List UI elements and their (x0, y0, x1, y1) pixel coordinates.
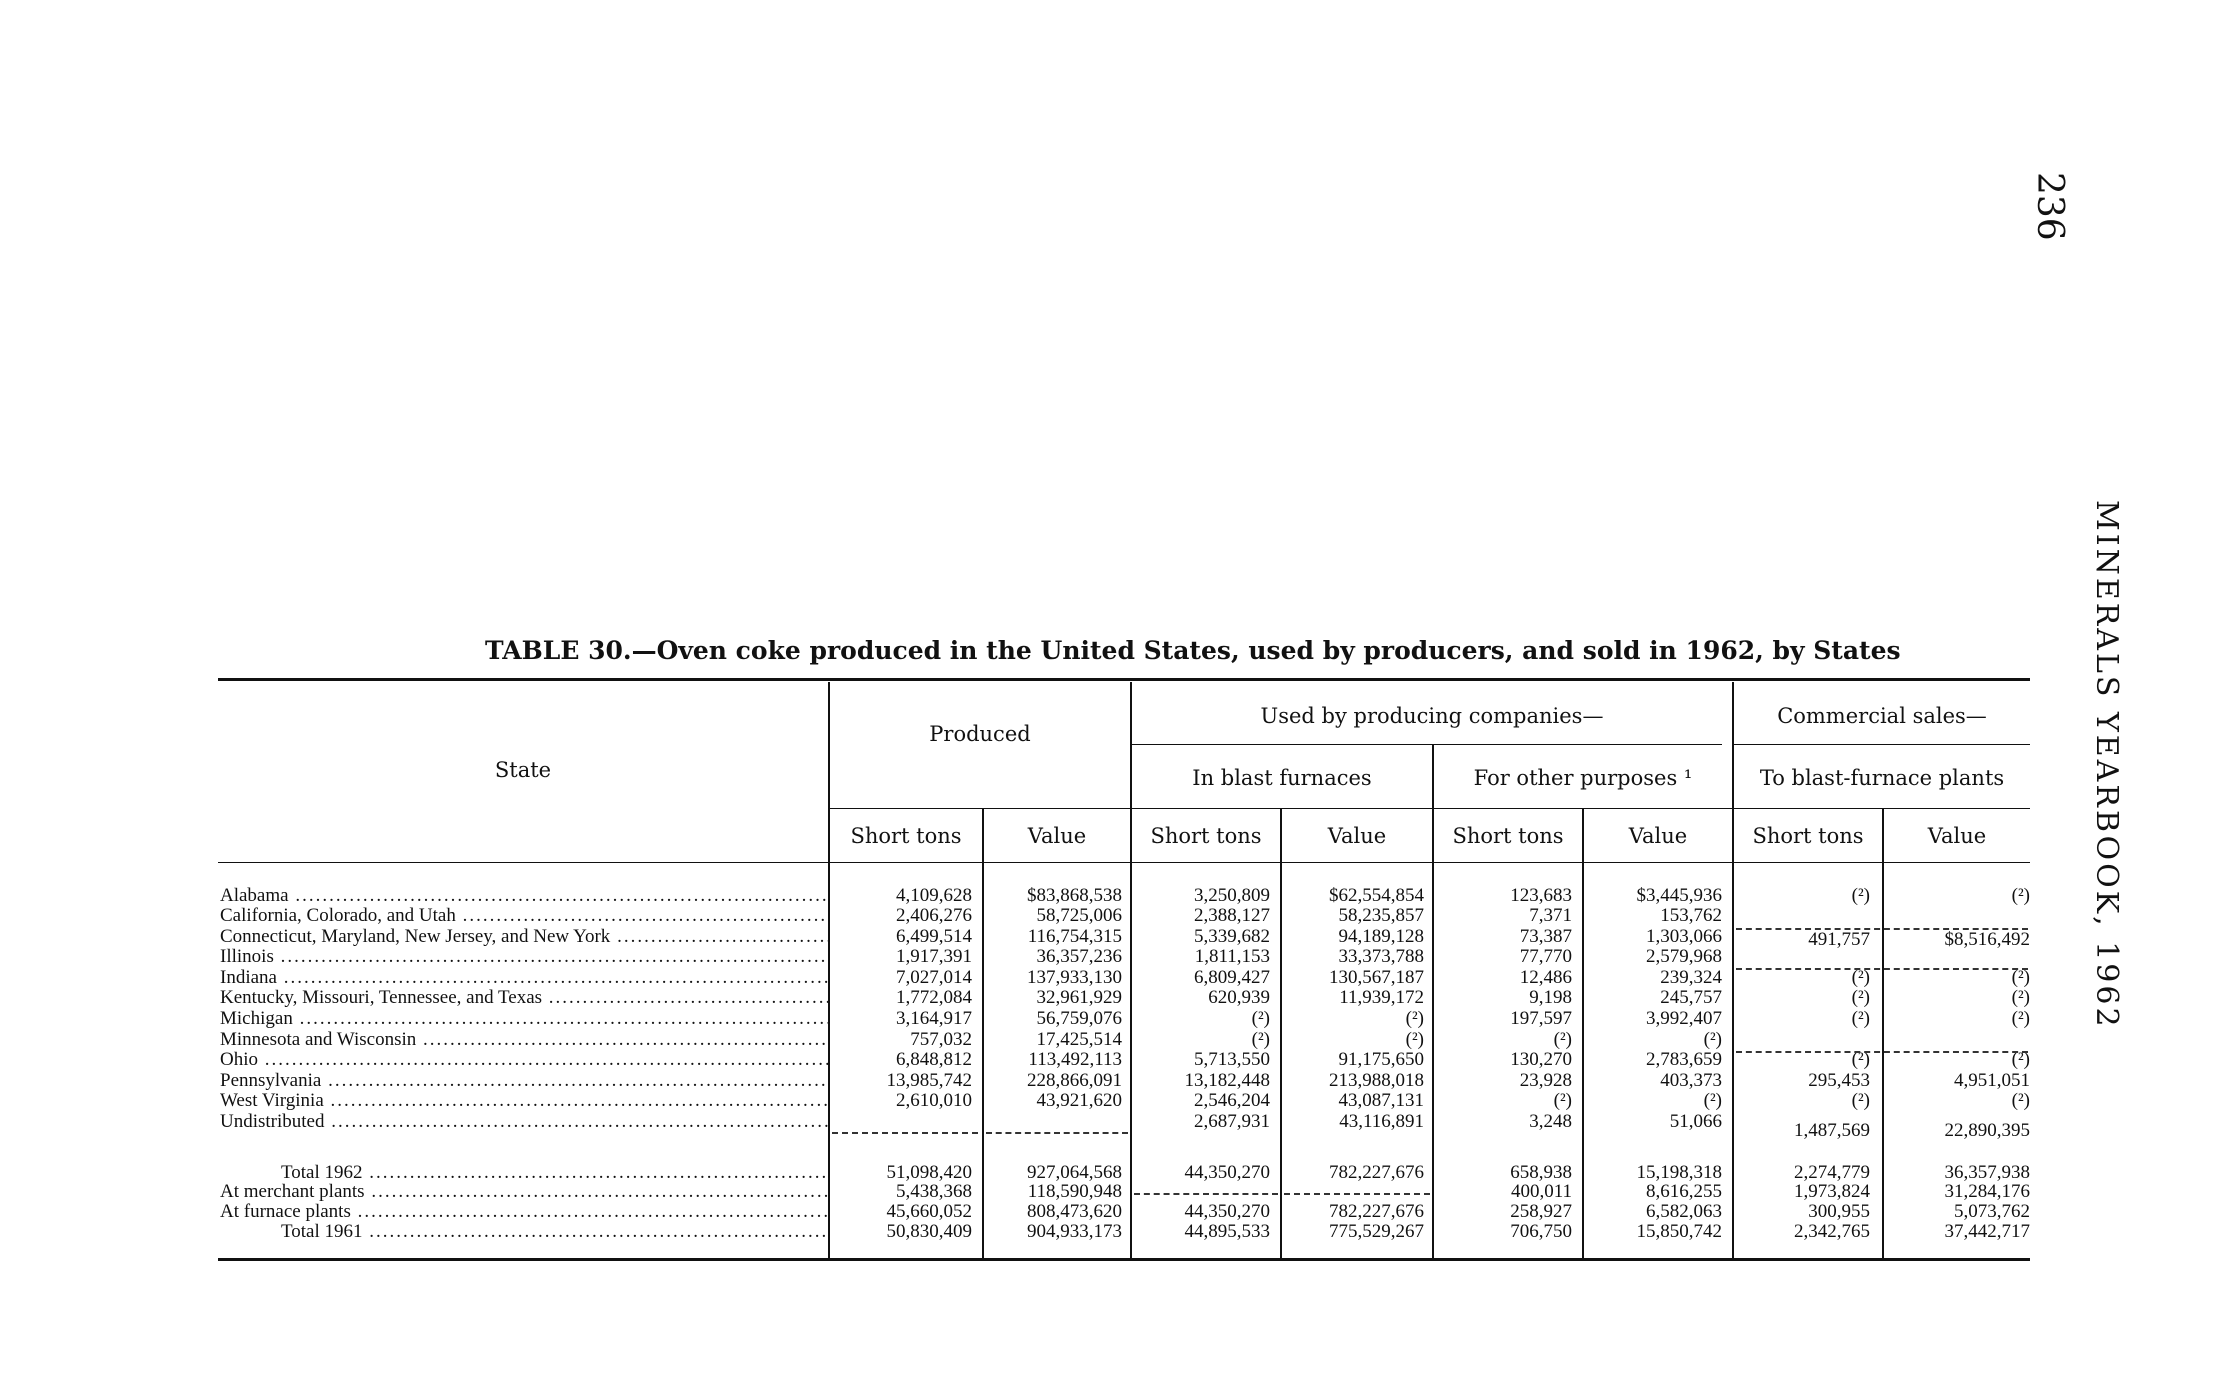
state-name: At furnace plants ..... (220, 1202, 830, 1222)
cell-bf-tons: (²) (1251, 1008, 1270, 1029)
cell-prod-tons: 1,772,084 (896, 987, 972, 1008)
cell-bf-value: 213,988,018 (1329, 1070, 1424, 1091)
state-name: Indiana ..... (220, 968, 830, 988)
cell-prod-value: 927,064,568 (1027, 1162, 1122, 1183)
cell-cs-value: (²) (2011, 1008, 2030, 1029)
cell-bf-tons: 44,350,270 (1184, 1201, 1270, 1222)
state-name: California, Colorado, and Utah ..... (220, 906, 830, 926)
cell-bf-tons: 44,895,533 (1184, 1221, 1270, 1242)
table-title: TABLE 30.—Oven coke produced in the United States, used by producers, and sold in 1962, by States (485, 636, 1901, 665)
cell-prod-value: 116,754,315 (1027, 926, 1122, 947)
state-name: Undistributed ..... (220, 1112, 830, 1132)
cell-op-value: (²) (1703, 1029, 1722, 1050)
state-name: Ohio ..... (220, 1050, 830, 1070)
cell-cs-value: 22,890,395 (1944, 1120, 2030, 1141)
cell-prod-tons: 50,830,409 (886, 1221, 972, 1242)
cell-prod-tons: 2,406,276 (896, 905, 972, 926)
table-row (218, 1009, 2030, 1029)
table-row (218, 1111, 2030, 1141)
header-used-by-producing: Used by producing companies— (1260, 704, 1604, 728)
state-name: Illinois ..... (220, 947, 830, 967)
cell-cs-tons: 300,955 (1808, 1201, 1870, 1222)
table-row (218, 1050, 2030, 1070)
cell-op-tons: 77,770 (1519, 946, 1572, 967)
header-value: Value (1327, 824, 1387, 848)
cell-bf-tons: (²) (1251, 1029, 1270, 1050)
cell-bf-tons: 5,339,682 (1194, 926, 1270, 947)
page-number: 236 (2029, 172, 2070, 241)
cell-bf-tons: 5,713,550 (1194, 1049, 1270, 1070)
cell-op-tons: 3,248 (1529, 1111, 1572, 1132)
cell-op-value: 239,324 (1660, 967, 1722, 988)
cell-bf-tons: 3,250,809 (1194, 885, 1270, 906)
cell-prod-value: 808,473,620 (1027, 1201, 1122, 1222)
cell-cs-value: 36,357,938 (1944, 1162, 2030, 1183)
cell-prod-tons: 7,027,014 (896, 967, 972, 988)
cell-op-value: 3,992,407 (1646, 1008, 1722, 1029)
cell-op-tons: 197,597 (1510, 1008, 1572, 1029)
cell-op-tons: 123,683 (1510, 885, 1572, 906)
cell-op-value: 51,066 (1669, 1111, 1722, 1132)
cell-bf-value: (²) (1405, 1008, 1424, 1029)
state-name: Connecticut, Maryland, New Jersey, and New York ..... (220, 927, 830, 947)
cell-prod-tons: 6,499,514 (896, 926, 972, 947)
cell-bf-tons: 1,811,153 (1194, 946, 1270, 967)
cell-op-value: 15,198,318 (1636, 1162, 1722, 1183)
cell-cs-value: (²) (2011, 967, 2030, 988)
cell-bf-tons: 44,350,270 (1184, 1162, 1270, 1183)
cell-cs-value: 31,284,176 (1944, 1181, 2030, 1202)
cell-prod-value: 56,759,076 (1036, 1008, 1122, 1029)
cell-bf-value: 782,227,676 (1329, 1162, 1424, 1183)
cell-cs-tons: 2,274,779 (1794, 1162, 1870, 1183)
cell-op-value: $3,445,936 (1636, 885, 1722, 906)
header-in-blast-furnaces: In blast furnaces (1192, 766, 1372, 790)
cell-op-tons: 7,371 (1529, 905, 1572, 926)
state-name: At merchant plants ..... (220, 1182, 830, 1202)
cell-op-value: 1,303,066 (1646, 926, 1722, 947)
cell-prod-value: 36,357,236 (1036, 946, 1122, 967)
cell-prod-tons: 1,917,391 (896, 946, 972, 967)
total-row (218, 1182, 2030, 1202)
header-for-other-purposes: For other purposes ¹ (1473, 766, 1693, 790)
cell-op-tons: 23,928 (1519, 1070, 1572, 1091)
cell-prod-value: 43,921,620 (1036, 1090, 1122, 1111)
cell-prod-value: 137,933,130 (1027, 967, 1122, 988)
cell-bf-value: 775,529,267 (1329, 1221, 1424, 1242)
cell-cs-tons: 1,487,569 (1794, 1120, 1870, 1141)
cell-bf-value: $62,554,854 (1329, 885, 1424, 906)
cell-op-tons: 12,486 (1519, 967, 1572, 988)
table-row (218, 926, 2030, 950)
cell-prod-tons: 6,848,812 (896, 1049, 972, 1070)
cell-op-tons: 9,198 (1529, 987, 1572, 1008)
cell-cs-tons: (²) (1851, 1008, 1870, 1029)
cell-prod-tons: 13,985,742 (886, 1070, 972, 1091)
cell-cs-tons: 295,453 (1808, 1070, 1870, 1091)
table-row (218, 947, 2030, 967)
cell-op-value: 153,762 (1660, 905, 1722, 926)
header-value: Value (1628, 824, 1688, 848)
header-commercial-sales: Commercial sales— (1777, 704, 1987, 728)
cell-op-value: 2,579,968 (1646, 946, 1722, 967)
cell-prod-value: 113,492,113 (1028, 1049, 1122, 1070)
cell-op-value: 245,757 (1660, 987, 1722, 1008)
cell-bf-value: 33,373,788 (1338, 946, 1424, 967)
cell-prod-value: 228,866,091 (1027, 1070, 1122, 1091)
cell-bf-value: 91,175,650 (1338, 1049, 1424, 1070)
cell-bf-tons: 13,182,448 (1184, 1070, 1270, 1091)
table-row (218, 1091, 2030, 1111)
data-table (218, 678, 2030, 1263)
cell-cs-value: (²) (2011, 885, 2030, 906)
table-row (218, 988, 2030, 1008)
cell-prod-tons: 45,660,052 (886, 1201, 972, 1222)
cell-bf-tons: 620,939 (1208, 987, 1270, 1008)
state-name: Pennsylvania ..... (220, 1071, 830, 1091)
state-name: Kentucky, Missouri, Tennessee, and Texas ..... (220, 988, 830, 1008)
cell-prod-value: 32,961,929 (1036, 987, 1122, 1008)
cell-cs-value: 37,442,717 (1944, 1221, 2030, 1242)
cell-op-tons: (²) (1553, 1029, 1572, 1050)
cell-prod-tons: 3,164,917 (896, 1008, 972, 1029)
cell-bf-value: (²) (1405, 1029, 1424, 1050)
cell-op-value: 8,616,255 (1646, 1181, 1722, 1202)
cell-cs-tons: 2,342,765 (1794, 1221, 1870, 1242)
cell-cs-value: 5,073,762 (1954, 1201, 2030, 1222)
total-row (218, 1202, 2030, 1222)
cell-prod-tons: 51,098,420 (886, 1162, 972, 1183)
table-row (218, 968, 2030, 988)
cell-prod-tons: 4,109,628 (896, 885, 972, 906)
total-row (218, 1163, 2030, 1183)
header-to-blast-furnace-plants: To blast-furnace plants (1759, 766, 2005, 790)
cell-prod-value: 904,933,173 (1027, 1221, 1122, 1242)
cell-bf-value: 94,189,128 (1338, 926, 1424, 947)
cell-bf-tons: 2,546,204 (1194, 1090, 1270, 1111)
header-short-tons: Short tons (1752, 824, 1864, 848)
cell-cs-tons: (²) (1851, 987, 1870, 1008)
header-short-tons: Short tons (1452, 824, 1564, 848)
table-row (218, 1030, 2030, 1050)
cell-cs-value: 4,951,051 (1954, 1070, 2030, 1091)
state-name: Minnesota and Wisconsin ..... (220, 1030, 830, 1050)
cell-op-tons: 706,750 (1510, 1221, 1572, 1242)
cell-op-value: 15,850,742 (1636, 1221, 1722, 1242)
state-name: Total 1962 ..... (281, 1163, 830, 1183)
cell-cs-tons: (²) (1851, 1049, 1870, 1070)
cell-bf-tons: 6,809,427 (1194, 967, 1270, 988)
header-state: State (494, 758, 552, 782)
cell-bf-value: 43,116,891 (1339, 1111, 1424, 1132)
cell-prod-value: 17,425,514 (1036, 1029, 1122, 1050)
cell-bf-value: 11,939,172 (1339, 987, 1424, 1008)
cell-bf-tons: 2,687,931 (1194, 1111, 1270, 1132)
cell-cs-tons: (²) (1851, 885, 1870, 906)
cell-cs-value: $8,516,492 (1944, 929, 2030, 950)
cell-op-value: 6,582,063 (1646, 1201, 1722, 1222)
running-head: MINERALS YEARBOOK, 1962 (2089, 500, 2124, 1030)
cell-cs-tons: (²) (1851, 967, 1870, 988)
table-row (218, 886, 2030, 906)
cell-prod-tons: 5,438,368 (896, 1181, 972, 1202)
cell-prod-value: 118,590,948 (1027, 1181, 1122, 1202)
cell-bf-value: 43,087,131 (1338, 1090, 1424, 1111)
cell-op-value: (²) (1703, 1090, 1722, 1111)
cell-op-tons: 258,927 (1510, 1201, 1572, 1222)
cell-cs-value: (²) (2011, 1090, 2030, 1111)
cell-prod-tons: 2,610,010 (896, 1090, 972, 1111)
table-row (218, 906, 2030, 926)
cell-op-tons: 130,270 (1510, 1049, 1572, 1070)
state-name: Total 1961 ..... (281, 1222, 830, 1242)
cell-bf-value: 58,235,857 (1338, 905, 1424, 926)
cell-prod-value: $83,868,538 (1027, 885, 1122, 906)
header-short-tons: Short tons (850, 824, 962, 848)
cell-bf-tons: 2,388,127 (1194, 905, 1270, 926)
cell-op-value: 2,783,659 (1646, 1049, 1722, 1070)
cell-op-value: 403,373 (1660, 1070, 1722, 1091)
state-name: Alabama ..... (220, 886, 830, 906)
cell-prod-value: 58,725,006 (1036, 905, 1122, 926)
cell-cs-value: (²) (2011, 987, 2030, 1008)
table-row (218, 1071, 2030, 1091)
header-short-tons: Short tons (1150, 824, 1262, 848)
header-produced: Produced (929, 722, 1031, 746)
cell-cs-tons: 1,973,824 (1794, 1181, 1870, 1202)
cell-prod-tons: 757,032 (910, 1029, 972, 1050)
cell-op-tons: 73,387 (1519, 926, 1572, 947)
cell-op-tons: 400,011 (1510, 1181, 1572, 1202)
header-value: Value (1027, 824, 1087, 848)
state-name: Michigan ..... (220, 1009, 830, 1029)
cell-op-tons: 658,938 (1510, 1162, 1572, 1183)
cell-bf-value: 130,567,187 (1329, 967, 1424, 988)
cell-cs-value: (²) (2011, 1049, 2030, 1070)
cell-cs-tons: 491,757 (1808, 929, 1870, 950)
cell-bf-value: 782,227,676 (1329, 1201, 1424, 1222)
header-value: Value (1927, 824, 1987, 848)
state-name: West Virginia ..... (220, 1091, 830, 1111)
cell-cs-tons: (²) (1851, 1090, 1870, 1111)
total-row (218, 1222, 2030, 1242)
cell-op-tons: (²) (1553, 1090, 1572, 1111)
